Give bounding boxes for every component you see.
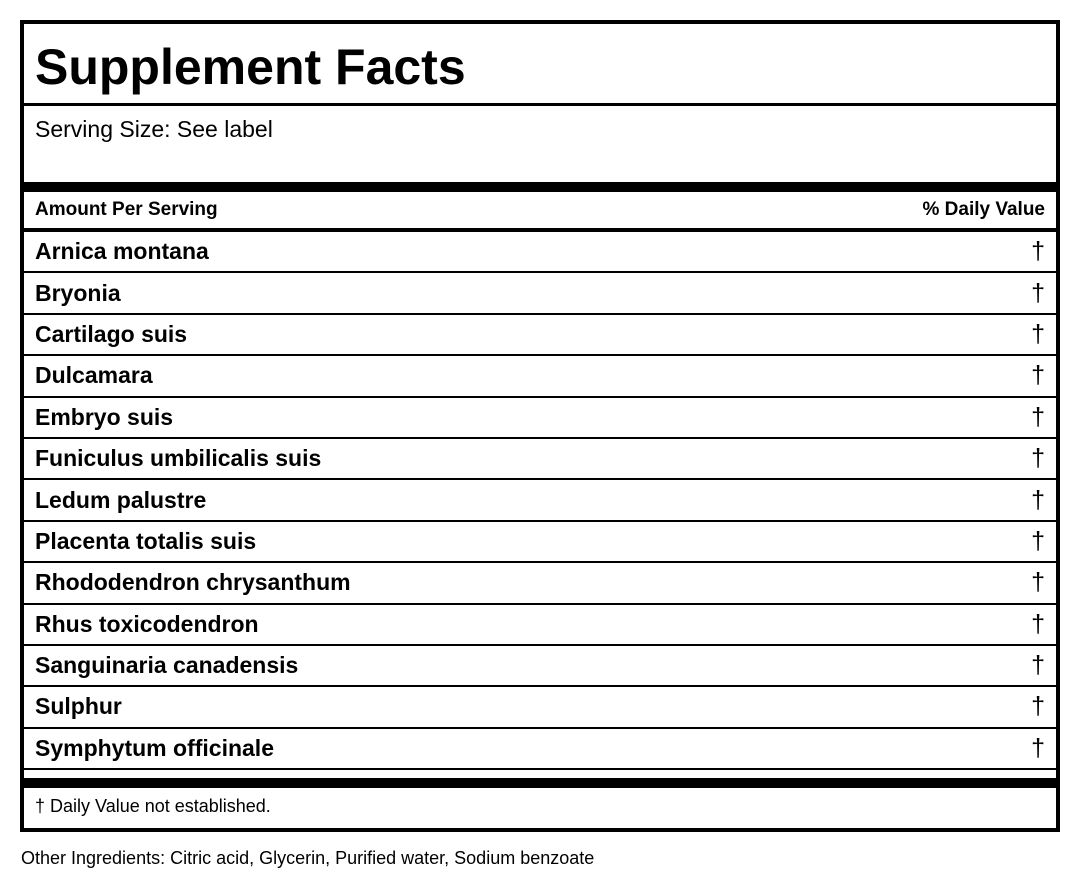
- daily-value-dagger: †: [1031, 278, 1045, 307]
- ingredient-name: Rhus toxicodendron: [35, 610, 259, 637]
- daily-value-footnote: † Daily Value not established.: [35, 796, 271, 816]
- ingredient-row: [24, 398, 1056, 439]
- ingredient-name: Symphytum officinale: [35, 734, 274, 761]
- ingredient-name: Embryo suis: [35, 403, 174, 430]
- ingredient-name: Funiculus umbilicalis suis: [35, 445, 322, 472]
- ingredient-row: [24, 687, 1056, 728]
- ingredient-row: [24, 480, 1056, 521]
- daily-value-label: % Daily Value: [922, 199, 1045, 220]
- supplement-facts-panel: [20, 20, 1060, 832]
- ingredient-row: [24, 563, 1056, 604]
- serving-size: Serving Size: See label: [35, 116, 273, 142]
- ingredient-row: [24, 273, 1056, 314]
- daily-value-dagger: †: [1031, 609, 1045, 638]
- ingredient-name: Cartilago suis: [35, 320, 188, 347]
- ingredient-list: [24, 232, 1056, 770]
- ingredient-name: Arnica montana: [35, 238, 209, 265]
- daily-value-dagger: †: [1031, 651, 1045, 680]
- daily-value-dagger: †: [1031, 568, 1045, 597]
- thick-divider-top: [24, 182, 1056, 192]
- title-divider: [24, 103, 1056, 106]
- other-ingredients: Other Ingredients: Citric acid, Glycerin, Purified water, Sodium benzoate: [21, 848, 595, 868]
- daily-value-dagger: †: [1031, 361, 1045, 390]
- daily-value-dagger: †: [1031, 319, 1045, 348]
- daily-value-dagger: †: [1031, 402, 1045, 431]
- daily-value-dagger: †: [1031, 485, 1045, 514]
- ingredient-name: Rhododendron chrysanthum: [35, 569, 351, 596]
- ingredient-row: [24, 646, 1056, 687]
- ingredient-row: [24, 439, 1056, 480]
- ingredient-name: Ledum palustre: [35, 486, 207, 513]
- amount-per-serving-label: Amount Per Serving: [35, 199, 218, 220]
- ingredient-row: [24, 232, 1056, 273]
- daily-value-dagger: †: [1031, 444, 1045, 473]
- daily-value-dagger: †: [1031, 237, 1045, 266]
- ingredient-row: [24, 356, 1056, 397]
- panel-title: Supplement Facts: [35, 39, 466, 95]
- ingredient-name: Sulphur: [35, 693, 122, 720]
- ingredient-name: Bryonia: [35, 279, 121, 306]
- daily-value-dagger: †: [1031, 733, 1045, 762]
- ingredient-name: Placenta totalis suis: [35, 527, 257, 554]
- thick-divider-bottom: [24, 778, 1056, 788]
- daily-value-dagger: †: [1031, 526, 1045, 555]
- ingredient-name: Dulcamara: [35, 362, 153, 389]
- ingredient-row: [24, 315, 1056, 356]
- ingredient-row: [24, 605, 1056, 646]
- column-header: [24, 192, 1056, 228]
- ingredient-name: Sanguinaria canadensis: [35, 652, 299, 679]
- ingredient-row: [24, 729, 1056, 770]
- ingredient-row: [24, 522, 1056, 563]
- daily-value-dagger: †: [1031, 692, 1045, 721]
